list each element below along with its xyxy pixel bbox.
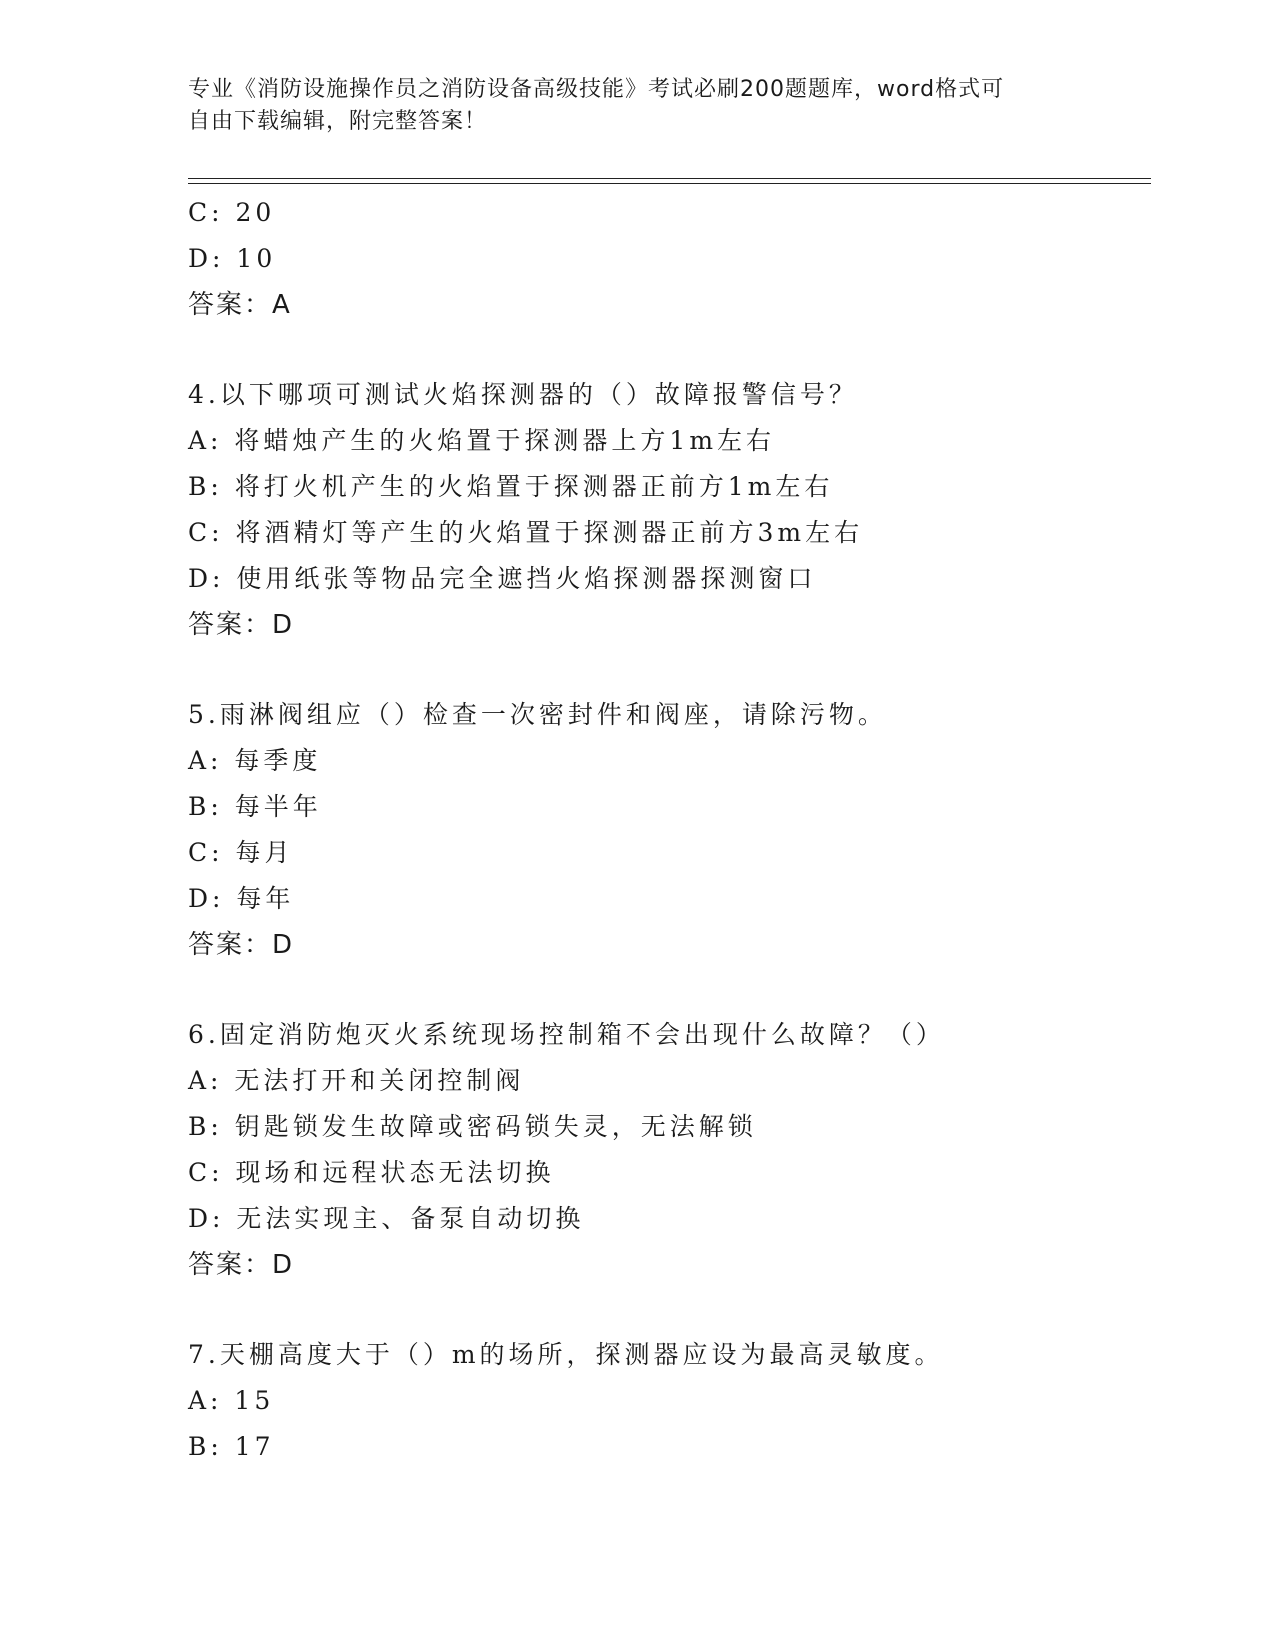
option-b: B: 17: [188, 1432, 275, 1461]
header-rule-bottom: [188, 183, 1151, 184]
answer-line: 答案：A: [188, 290, 292, 320]
option-d: D: 10: [188, 244, 277, 273]
option-c: C: 20: [188, 198, 276, 227]
option-d: D: 使用纸张等物品完全遮挡火焰探测器探测窗口: [188, 564, 817, 593]
question-stem: 6.固定消防炮灭火系统现场控制箱不会出现什么故障？（）: [188, 1020, 945, 1049]
option-b: B: 每半年: [188, 792, 322, 821]
question-3-continued: [188, 190, 1148, 328]
option-a: A: 每季度: [188, 746, 322, 775]
document-header: [188, 74, 1088, 138]
option-b: B: 钥匙锁发生故障或密码锁失灵，无法解锁: [188, 1112, 757, 1141]
question-stem: 4.以下哪项可测试火焰探测器的（）故障报警信号？: [188, 380, 858, 409]
question-5: [188, 692, 1148, 968]
answer-line: 答案：D: [188, 930, 295, 960]
answer-line: 答案：D: [188, 610, 295, 640]
option-c: C: 现场和远程状态无法切换: [188, 1158, 555, 1187]
question-list: [188, 190, 1148, 1470]
option-a: A: 将蜡烛产生的火焰置于探测器上方1m左右: [188, 426, 776, 455]
header-line-1: 专业《消防设施操作员之消防设备高级技能》考试必刷200题题库，word格式可: [188, 77, 1005, 102]
option-a: A: 无法打开和关闭控制阀: [188, 1066, 525, 1095]
option-b: B: 将打火机产生的火焰置于探测器正前方1m左右: [188, 472, 834, 501]
question-6: [188, 1012, 1148, 1288]
answer-line: 答案：D: [188, 1250, 295, 1280]
header-rule-top: [188, 178, 1151, 179]
question-7: [188, 1332, 1148, 1470]
question-4: [188, 372, 1148, 648]
option-d: D: 每年: [188, 884, 295, 913]
option-c: C: 每月: [188, 838, 294, 867]
option-a: A: 15: [188, 1386, 275, 1415]
question-stem: 7.天棚高度大于（）m的场所，探测器应设为最高灵敏度。: [188, 1340, 944, 1369]
option-c: C: 将酒精灯等产生的火焰置于探测器正前方3m左右: [188, 518, 864, 547]
header-line-2: 自由下载编辑，附完整答案！: [188, 109, 488, 134]
option-d: D: 无法实现主、备泵自动切换: [188, 1204, 585, 1233]
question-stem: 5.雨淋阀组应（）检查一次密封件和阀座，请除污物。: [188, 700, 887, 729]
